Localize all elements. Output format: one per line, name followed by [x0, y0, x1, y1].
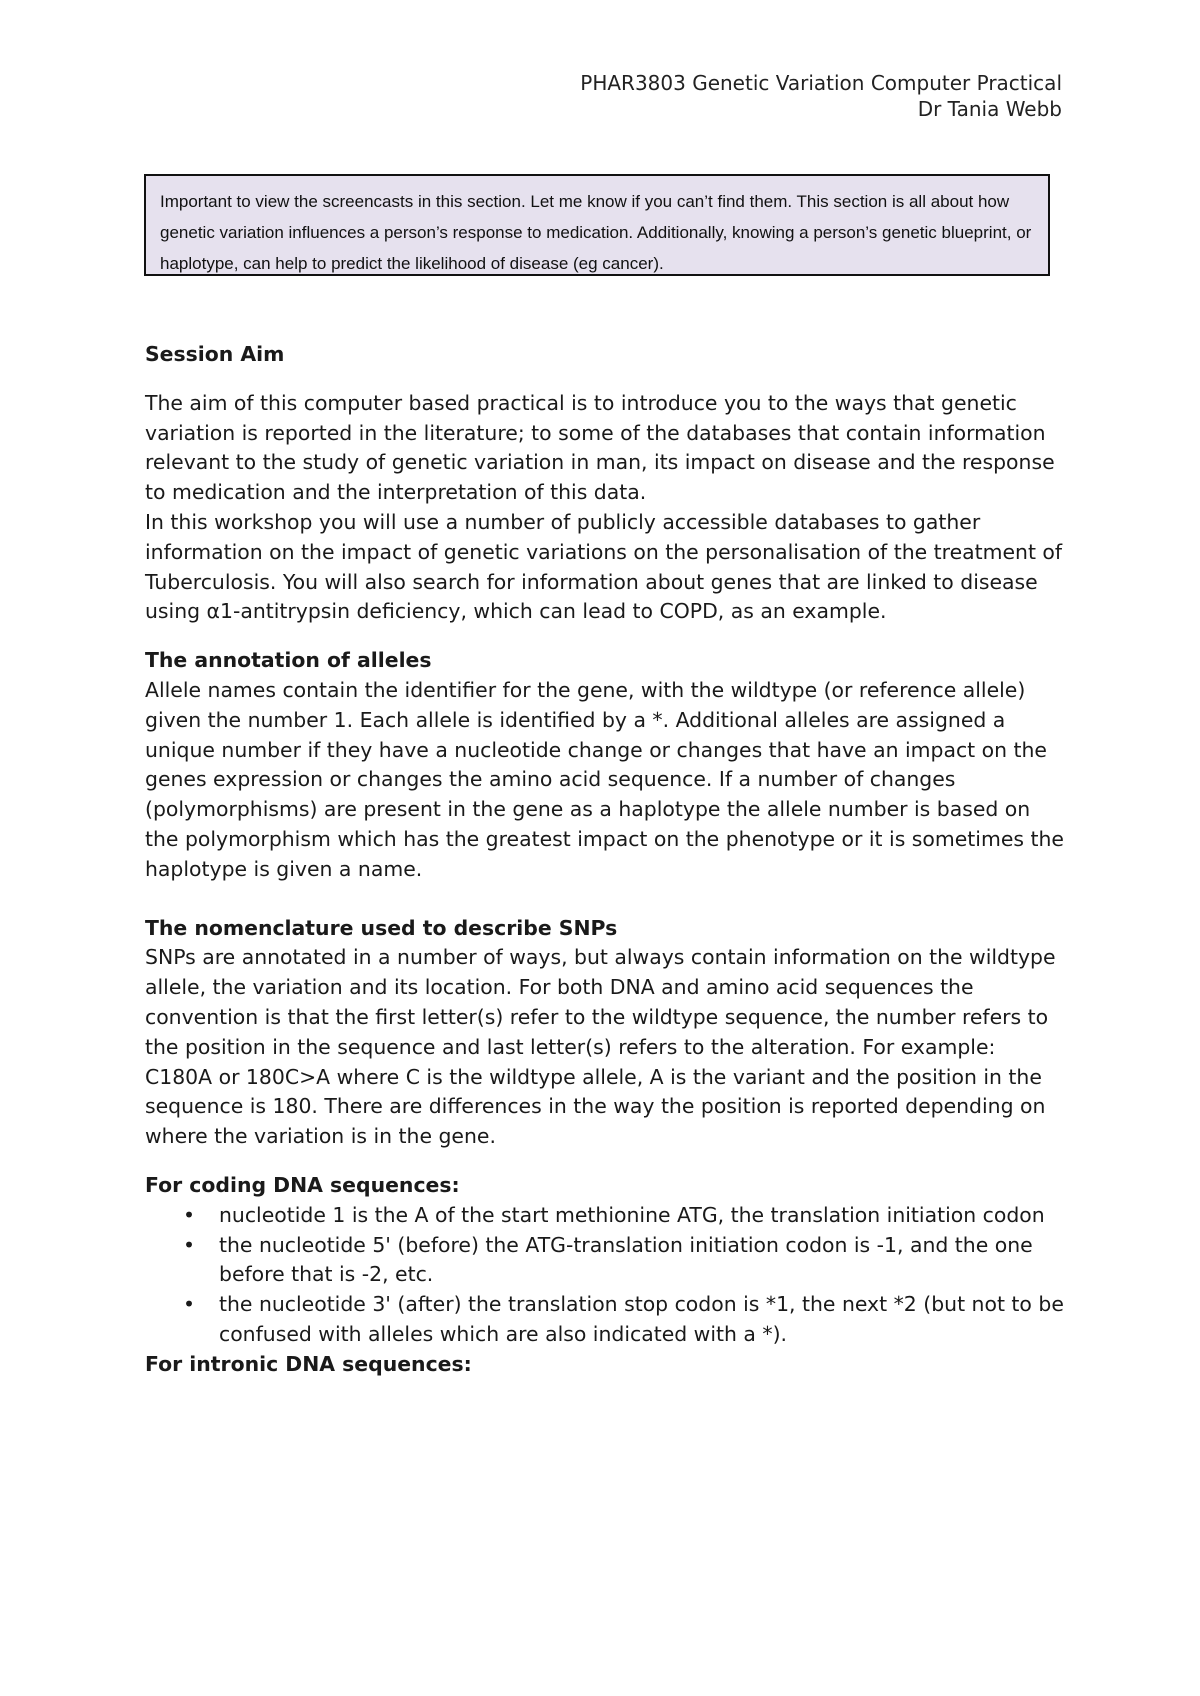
bullet-icon: • — [183, 1232, 196, 1257]
coding-list — [145, 1201, 1065, 1350]
snps-paragraph: SNPs are annotated in a number of ways, but always contain information on the wildtype allele, the variation and its location. For both DNA and amino acid sequences the convention is that the first letter(s) refer to the wildtype sequence, the number refers to the position in the sequence and last letter(s) refers to the alteration. For example: C180A or 180C>A where C is the wildtype allele, A is the variant and the position in the sequence is 180. There are differences in the way the position is reported depending on where the variation is in the gene. — [145, 945, 1056, 1149]
course-title: PHAR3803 Genetic Variation Computer Practical — [580, 71, 1062, 95]
bullet-icon: • — [183, 1292, 196, 1317]
page-header — [580, 70, 1062, 122]
bullet-icon: • — [183, 1202, 196, 1227]
list-item-text: the nucleotide 3' (after) the translation stop codon is *1, the next *2 (but not to be confused with alleles which are also indicated with a *). — [219, 1292, 1064, 1346]
intronic-heading: For intronic DNA sequences: — [145, 1351, 472, 1376]
document-body — [145, 340, 1065, 1380]
list-item — [145, 1231, 1065, 1291]
session-aim-paragraph-2: In this workshop you will use a number of publicly accessible databases to gather information on the impact of genetic variations on the personalisation of the treatment of Tuberculosis. You will also search for information about genes that are linked to disease using α1-antitrypsin deficiency, which can lead to COPD, as an example. — [145, 509, 1063, 624]
alleles-heading: The annotation of alleles — [145, 648, 432, 673]
notice-box — [144, 174, 1050, 276]
list-item-text: the nucleotide 5' (before) the ATG-translation initiation codon is -1, and the one before that is -2, etc. — [219, 1232, 1033, 1287]
alleles-paragraph: Allele names contain the identifier for the gene, with the wildtype (or reference allele) given the number 1. Each allele is identified by a *. Additional alleles are assigned a unique number if they have a nucleotide change or changes that have an impact on the genes expression or changes the amino acid sequence. If a number of changes (polymorphisms) are present in the gene as a haplotype the allele number is based on the polymorphism which has the greatest impact on the phenotype or it is sometimes the haplotype is given a name. — [145, 677, 1064, 881]
author-name: Dr Tania Webb — [917, 97, 1062, 121]
notice-text: Important to view the screencasts in this section. Let me know if you can’t find them. This section is all about how genetic variation influences a person’s response to medication. Additionally, knowing a person’s genetic blueprint, or haplotype, can help to predict the likelihood of disease (eg cancer). — [160, 192, 1032, 273]
list-item — [145, 1290, 1065, 1350]
list-item-text: nucleotide 1 is the A of the start methionine ATG, the translation initiation codon — [219, 1202, 1045, 1227]
coding-heading: For coding DNA sequences: — [145, 1172, 460, 1197]
session-aim-paragraph-1: The aim of this computer based practical is to introduce you to the ways that genetic variation is reported in the literature; to some of the databases that contain information relevant to the study of genetic variation in man, its impact on disease and the response to medication and the interpretation of this data. — [145, 390, 1055, 505]
session-aim-heading: Session Aim — [145, 342, 285, 366]
snps-heading: The nomenclature used to describe SNPs — [145, 915, 618, 940]
list-item — [145, 1201, 1065, 1231]
